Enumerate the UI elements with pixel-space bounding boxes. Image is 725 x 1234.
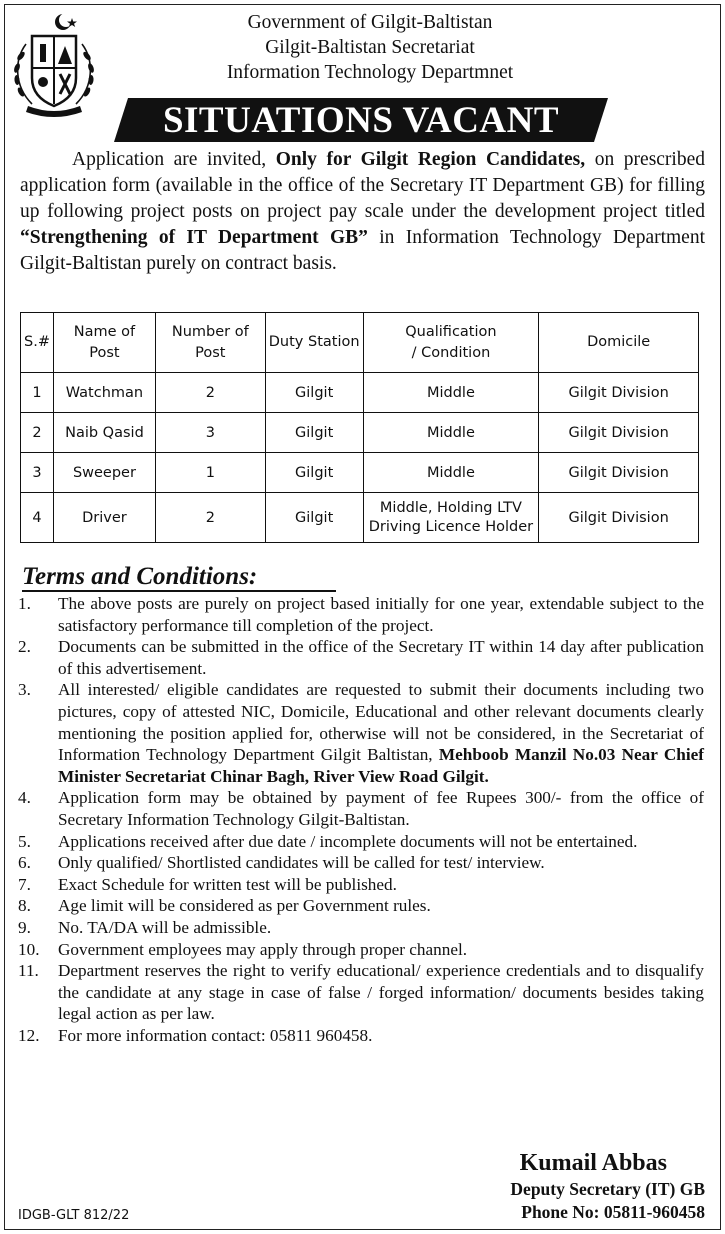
signatory-name: Kumail Abbas [519,1150,667,1176]
list-item [16,960,704,1025]
term-text: Applications received after due date / incomplete documents will not be entertained. [58,831,638,851]
term-address: Mehboob Manzil No.03 Near Chief Minister Secretariat Chinar Bagh, River View Road Gilgit. [58,745,704,786]
header-number-of-post [155,313,265,373]
table-row [21,373,699,413]
situations-vacant-banner [114,98,608,142]
list-item [16,874,704,896]
term-number: 9. [18,917,31,937]
term-text: Application form may be obtained by payment of fee Rupees 300/- from the office of Secretary Information Technology Gilgit-Baltistan. [58,788,704,829]
term-text: Documents can be submitted in the office of the Secretary IT within 14 day after publication of this advertisement. [58,637,704,678]
row-sno: 3 [21,453,54,493]
row-station: Gilgit [265,373,363,413]
term-number: 7. [18,874,31,894]
row-number: 1 [155,453,265,493]
row-post: Driver [53,493,155,543]
row-domicile: Gilgit Division [539,493,699,543]
table-header-row [21,313,699,373]
reference-code: IDGB-GLT 812/22 [18,1208,130,1223]
term-number: 8. [18,896,31,916]
list-item [16,895,704,917]
row-qualification [363,493,539,543]
list-item [16,593,704,636]
table-row [21,453,699,493]
table-row [21,493,699,543]
department-title: Information Technology Departmnet [226,62,514,83]
list-item [16,917,704,939]
intro-text-1: Application are invited, [72,149,276,170]
header-duty-station: Duty Station [265,313,363,373]
term-number: 5. [18,831,31,851]
intro-paragraph [20,147,705,277]
row-qualification-line2: Driving Licence Holder [368,518,534,535]
row-post: Naib Qasid [53,413,155,453]
list-item [16,939,704,961]
list-item [16,679,704,787]
term-text: Only qualified/ Shortlisted candidates will be called for test/ interview. [58,853,545,873]
row-domicile: Gilgit Division [539,413,699,453]
row-station: Gilgit [265,413,363,453]
row-number: 2 [155,373,265,413]
row-qualification: Middle [363,373,539,413]
row-qualification: Middle [363,453,539,493]
header-qualification-line2: / Condition [411,344,491,361]
signature-block [510,1148,705,1224]
gilgit-baltistan-emblem-icon [8,8,100,118]
intro-text-3: in Information Technology Department Gilgit-Baltistan purely on contract basis. [20,227,705,274]
term-number: 1. [18,594,31,613]
header-domicile: Domicile [539,313,699,373]
term-number: 4. [18,788,31,808]
banner-title: SITUATIONS VACANT [162,99,560,141]
signatory-title: Deputy Secretary (IT) GB [510,1179,705,1199]
term-text: All interested/ eligible candidates are requested to submit their documents including two pictures, copy of attested NIC, Domicile, Educational and other relevant documents clearly mentioning the position applied for, otherwise will not be considered, in the Secretariat of Information Technology Department Gilgit Baltistan, [58,680,704,765]
list-item [16,852,704,874]
term-text: Department reserves the right to verify educational/ experience credentials and to disqualify the candidate at any stage in case of false / forged information/ documents besides taking legal action as per law. [58,961,704,1024]
term-text: Government employees may apply through proper channel. [58,939,468,959]
term-number: 2. [18,637,31,657]
terms-heading: Terms and Conditions: [22,563,258,590]
list-item [16,636,704,679]
row-station: Gilgit [265,453,363,493]
row-sno: 4 [21,493,54,543]
term-text: Age limit will be considered as per Government rules. [58,896,431,916]
government-title: Government of Gilgit-Baltistan [247,12,493,33]
list-item [16,1025,704,1047]
term-text: For more information contact: 05811 960458. [58,1025,373,1045]
header-post-name-line2: Post [89,344,120,361]
term-number: 6. [18,853,31,873]
header-qualification [363,313,539,373]
row-sno: 1 [21,373,54,413]
header-qualification-line1: Qualification [405,323,497,340]
terms-heading-underline [22,590,336,592]
terms-list [16,593,704,1046]
posts-table [20,312,699,543]
row-station: Gilgit [265,493,363,543]
row-qualification: Middle [363,413,539,453]
term-text: The above posts are purely on project based initially for one year, extendable subject to the satisfactory performance till completion of the project. [58,594,704,635]
term-text: No. TA/DA will be admissible. [58,917,272,937]
header-sno: S.# [21,313,54,373]
intro-text-2: on prescribed application form (available in the office of the Secretary IT Department GB) for filling up following project posts on project pay scale under the development project titled [20,149,706,222]
header-post-name-line1: Name of [73,323,136,340]
row-post: Watchman [53,373,155,413]
term-text: Exact Schedule for written test will be published. [58,874,397,894]
header-titles [110,10,630,85]
row-post: Sweeper [53,453,155,493]
header-number-line1: Number of [171,323,249,340]
term-number: 3. [18,680,31,700]
intro-bold-1: Only for Gilgit Region Candidates, [275,149,586,170]
header-post-name [53,313,155,373]
row-sno: 2 [21,413,54,453]
secretariat-title: Gilgit-Baltistan Secretariat [265,37,475,58]
row-number: 3 [155,413,265,453]
list-item [16,831,704,853]
signatory-phone: Phone No: 05811-960458 [521,1202,705,1222]
row-qualification-line1: Middle, Holding LTV [379,499,522,516]
term-number: 12. [18,1025,40,1045]
row-domicile: Gilgit Division [539,373,699,413]
intro-bold-2: “Strengthening of IT Department GB” [20,227,368,248]
header-number-line2: Post [195,344,226,361]
list-item [16,787,704,830]
term-number: 10. [18,939,40,959]
row-number: 2 [155,493,265,543]
term-number: 11. [18,961,39,981]
table-row [21,413,699,453]
row-domicile: Gilgit Division [539,453,699,493]
